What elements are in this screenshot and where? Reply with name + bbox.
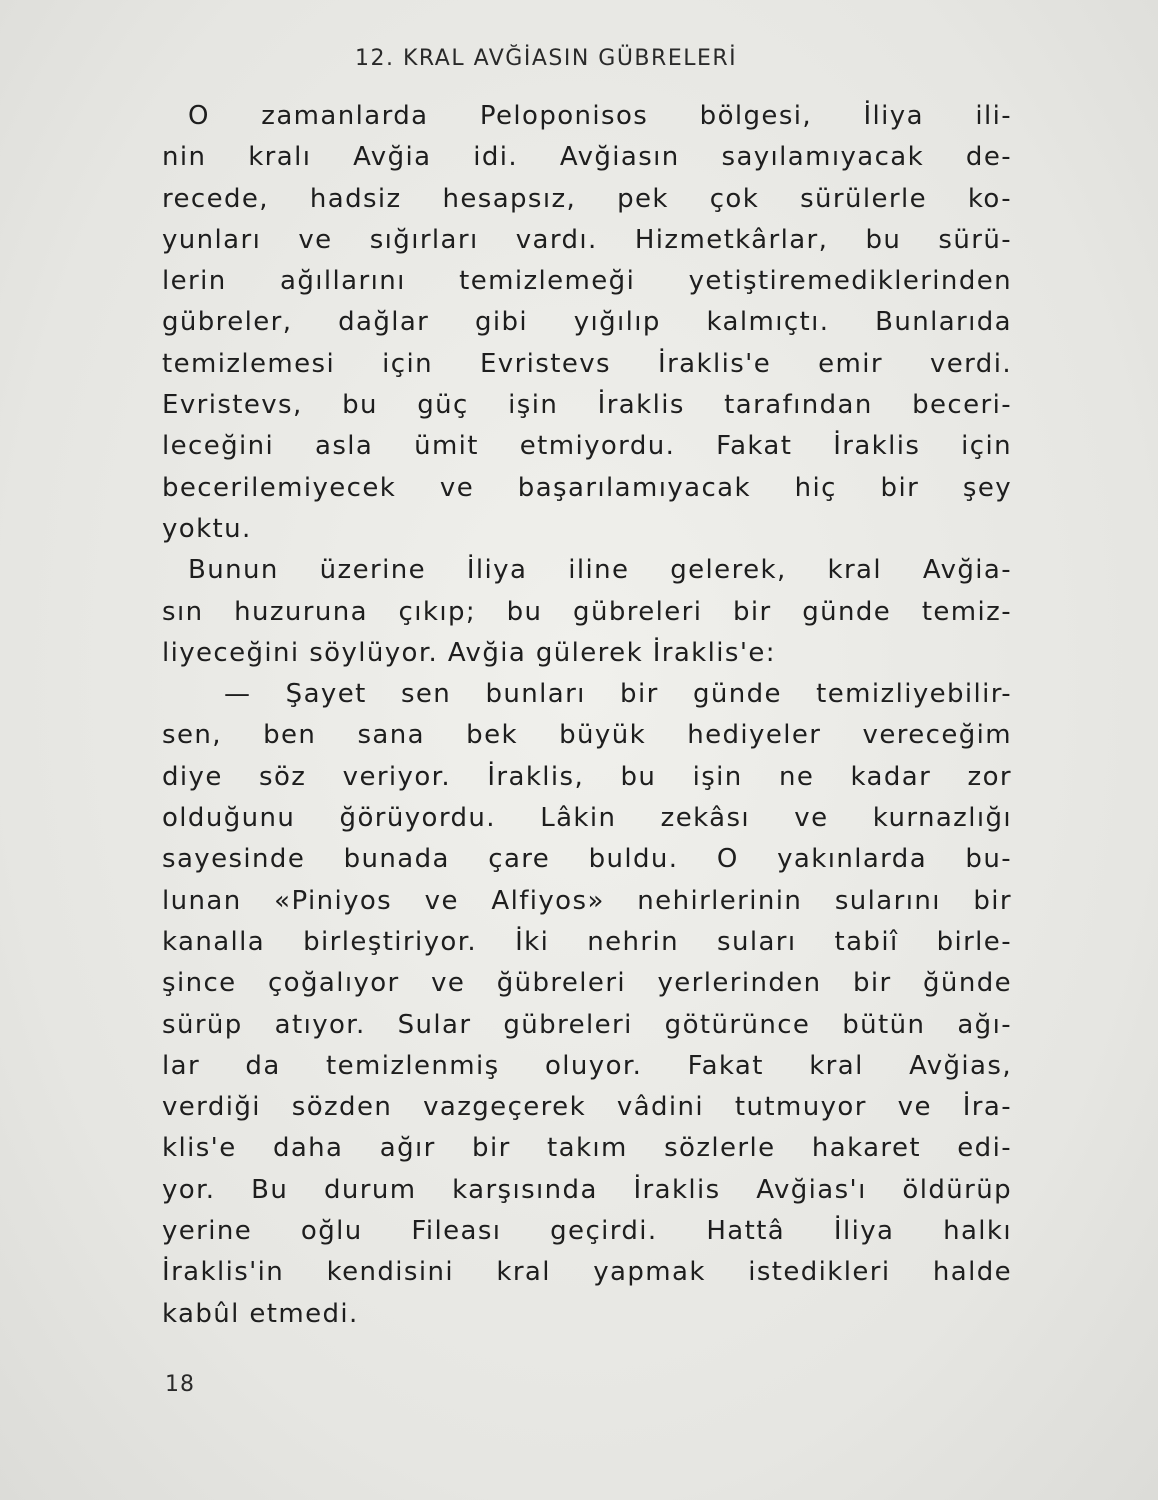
- text-line: O zamanlarda Peloponisos bölgesi, İliya ili-: [188, 101, 1012, 131]
- text-line: lerin ağıllarını temizlemeği yetiştiremediklerinden: [162, 266, 1012, 297]
- text-line: leceğini asla ümit etmiyordu. Fakat İraklis için: [162, 431, 1012, 462]
- text-line: sın huzuruna çıkıp; bu gübreleri bir günde temiz-: [162, 596, 1012, 627]
- chapter-header: 12. KRAL AVĞİASIN GÜBRELERİ: [355, 46, 738, 71]
- text-line: kanalla birleştiriyor. İki nehrin suları tabiî birle-: [162, 926, 1012, 957]
- text-line: lar da temizlenmiş oluyor. Fakat kral Avğias,: [162, 1050, 1012, 1081]
- text-line: liyeceğini söylüyor. Avğia gülerek İraklis'e:: [162, 637, 776, 668]
- text-line: Evristevs, bu güç işin İraklis tarafından beceri-: [162, 390, 1012, 421]
- body-text: [162, 96, 1012, 1335]
- text-line: kabûl etmedi.: [162, 1298, 359, 1329]
- paragraph-1: [162, 96, 1012, 550]
- text-line: yunları ve sığırları vardı. Hizmetkârlar, bu sürü-: [162, 224, 1012, 255]
- text-line: recede, hadsiz hesapsız, pek çok sürülerle ko-: [162, 183, 1012, 214]
- text-line: lunan «Piniyos ve Alfiyos» nehirlerinin sularını bir: [162, 885, 1012, 916]
- paragraph-2: [162, 550, 1012, 674]
- text-line: yerine oğlu Fileası geçirdi. Hattâ İliya halkı: [162, 1216, 1012, 1247]
- text-line: sayesinde bunada çare buldu. O yakınlarda bu-: [162, 844, 1012, 875]
- text-line: becerilemiyecek ve başarılamıyacak hiç bir şey: [162, 472, 1012, 503]
- text-line: temizlemesi için Evristevs İraklis'e emir verdi.: [162, 348, 1012, 379]
- paragraph-3: [162, 674, 1012, 1335]
- text-line: sen, ben sana bek büyük hediyeler vereceğim: [162, 720, 1012, 751]
- text-line: yoktu.: [162, 513, 252, 544]
- text-line: Bunun üzerine İliya iline gelerek, kral Avğia-: [188, 555, 1012, 586]
- page-number: 18: [165, 1372, 195, 1397]
- text-line: gübreler, dağlar gibi yığılıp kalmıçtı. Bunlarıda: [162, 307, 1012, 338]
- text-line: diye söz veriyor. İraklis, bu işin ne kadar zor: [162, 761, 1012, 792]
- text-line: — Şayet sen bunları bir günde temizliyebilir-: [224, 679, 1012, 710]
- text-line: verdiği sözden vazgeçerek vâdini tutmuyor ve İra-: [162, 1092, 1012, 1123]
- text-line: nin kralı Avğia idi. Avğiasın sayılamıyacak de-: [162, 142, 1012, 173]
- text-line: olduğunu ğörüyordu. Lâkin zekâsı ve kurnazlığı: [162, 803, 1012, 834]
- text-line: İraklis'in kendisini kral yapmak istedikleri halde: [162, 1257, 1012, 1288]
- text-line: yor. Bu durum karşısında İraklis Avğias'ı öldürüp: [162, 1174, 1012, 1205]
- text-line: klis'e daha ağır bir takım sözlerle hakaret edi-: [162, 1133, 1012, 1164]
- text-line: şince çoğalıyor ve ğübreleri yerlerinden bir ğünde: [162, 968, 1012, 999]
- text-line: sürüp atıyor. Sular gübreleri götürünce bütün ağı-: [162, 1009, 1012, 1040]
